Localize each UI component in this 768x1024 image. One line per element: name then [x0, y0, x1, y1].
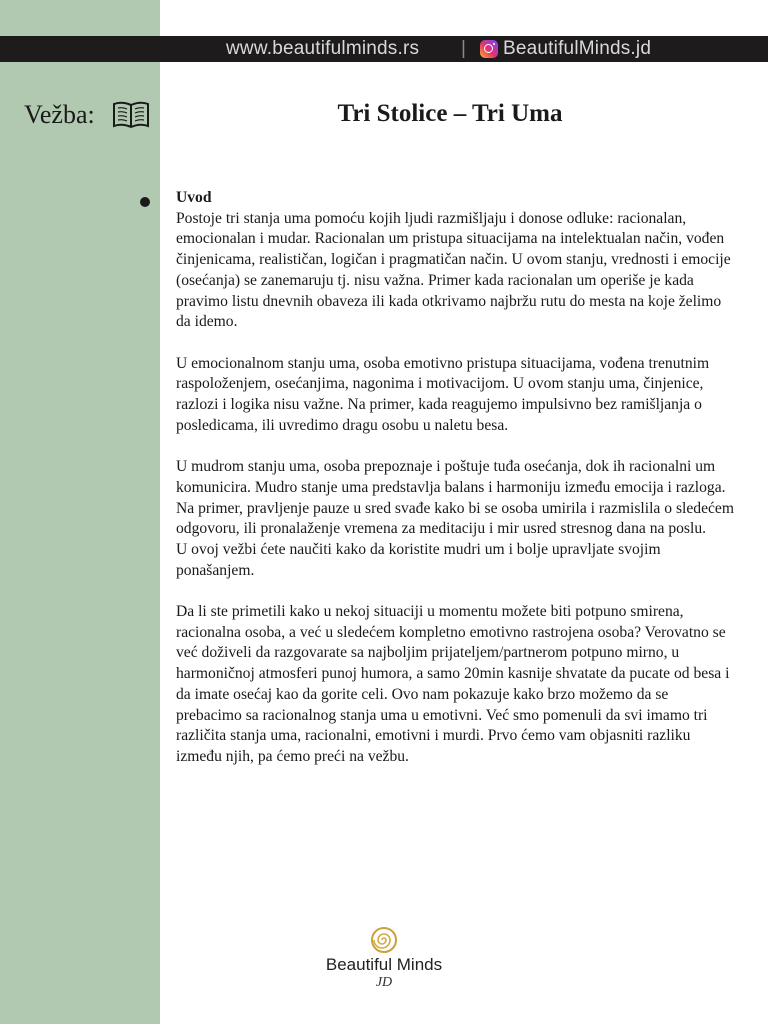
book-icon — [112, 100, 150, 130]
section-heading: Uvod — [176, 189, 212, 206]
paragraph-emotional: U emocionalnom stanju uma, osoba emotivno pristupa situacijama, vođena trenutnim raspoloženjem, osećanjima, nagonima i motivacijom. U ovom stanju uma, činjenice, razlozi i logika nisu važne. Na primer, kada reagujemo impulsivno bez ramišljanja o posledicama, ili uvredimo dragu osobu u naletu besa. — [176, 354, 710, 434]
paragraph-summary: Da li ste primetili kako u nekoj situaciji u momentu možete biti potpuno smirena, racionalna osoba, a već u sledećem kompletno emotivno rastrojena osoba? Verovatno se već doživeli da razgovarate sa najboljim prijateljem/partnerom potpuno mirno, u harmoničnoj atmosferi punoj humora, a samo 20min kasnije shvatate da pucate od besa i da imate osećaj kao da gorite celi. Ovo nam pokazuje kako brzo možemo da se prebacimo sa racionalnog stanja uma u emotivni. Već smo pomenuli da svi imamo tri različita stanja uma, racionalni, emotivni i murdi. Prvo ćemo vam objasniti razliku između njih, pa ćemo preći na vežbu. — [176, 603, 730, 765]
footer-logo — [322, 925, 446, 997]
bullet-marker — [140, 197, 150, 207]
spiral-logo-icon — [370, 925, 398, 955]
footer-brand: Beautiful Minds — [325, 955, 443, 974]
paragraph-wise: U mudrom stanju uma, osoba prepoznaje i poštuje tuđa osećanja, dok ih racionalni um komunicira. Mudro stanje uma predstavlja balans i harmoniju između emocija i razloga. Na primer, pravljenje pauze u sred svađe kako bi se osoba umirila i razmislila o sledećem odgovoru, ili pronalaženje vremena za meditaciju i mir usred stresnog dana na poslu. U ovoj vežbi ćete naučiti kako da koristite mudri um i bolje upravljate svojim ponašanjem. — [176, 458, 734, 579]
exercise-label: Vežba: — [24, 100, 95, 129]
footer-initials: JD — [375, 975, 393, 990]
paragraph-rational: Postoje tri stanja uma pomoću kojih ljudi razmišljaju i donose odluke: racionalan, emocionalan i mudar. Racionalan um pristupa situacijama na intelektualan način, vođen činjenicama, realističan, logičan i pragmatičan način. U ovom stanju, vrednosti i emocije (osećanja) se zanemaruju tj. nisu važna. Primer kada racionalan um operiše je kada pravimo listu dnevnih obaveza ili kada otkrivamo najbržu rutu do mesta na koje želimo da idemo. — [176, 209, 731, 331]
sidebar-panel — [0, 0, 160, 1024]
header-separator: | — [461, 38, 466, 59]
instagram-handle-link[interactable]: BeautifulMinds.jd — [503, 38, 652, 59]
instagram-icon — [480, 40, 498, 58]
main-content — [176, 188, 736, 788]
page-title: Tri Stolice – Tri Uma — [337, 100, 563, 127]
header-bar — [0, 36, 768, 62]
website-link[interactable]: www.beautifulminds.rs — [226, 38, 420, 59]
